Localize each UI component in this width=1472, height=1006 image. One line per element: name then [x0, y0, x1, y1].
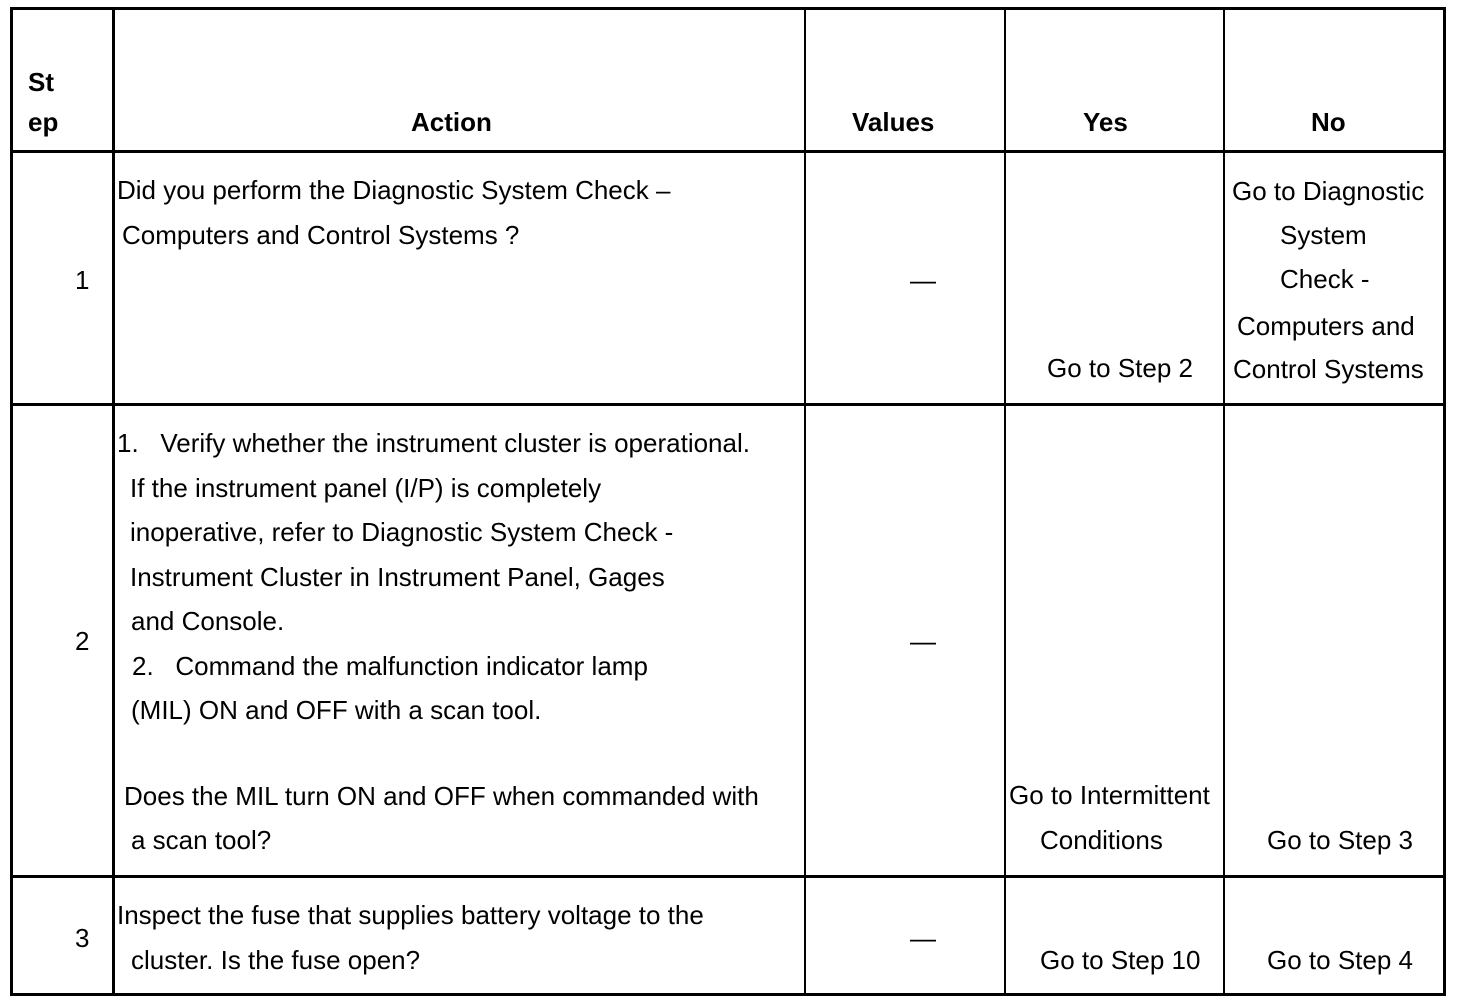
action-text: and Console. [131, 606, 285, 636]
action-text: Computers and Control Systems ? [122, 220, 520, 250]
action-text: Instrument Cluster in Instrument Panel, Gages [130, 562, 665, 592]
action-text: a scan tool? [131, 825, 272, 855]
table-border-left [10, 7, 13, 996]
action-text: inoperative, refer to Diagnostic System Check - [130, 517, 674, 547]
header-action: Action [411, 107, 492, 137]
action-text: If the instrument panel (I/P) is completely [130, 473, 602, 503]
table-border-top [10, 7, 1446, 10]
value-cell: — [910, 626, 936, 656]
yes-outcome: Go to Step 10 [1040, 945, 1201, 975]
header-values: Values [852, 107, 935, 137]
row-divider-2 [10, 875, 1446, 878]
no-outcome: Go to Diagnostic [1232, 176, 1425, 206]
step-number: 3 [75, 923, 90, 953]
action-text: 2. Command the malfunction indicator lamp [132, 651, 648, 681]
no-outcome: Computers and [1237, 311, 1415, 341]
action-text: Does the MIL turn ON and OFF when commanded with [124, 781, 759, 811]
yes-outcome: Go to Step 2 [1047, 353, 1193, 383]
step-number: 2 [75, 626, 90, 656]
action-text: Inspect the fuse that supplies battery voltage to the [117, 900, 704, 930]
action-text: (MIL) ON and OFF with a scan tool. [131, 695, 542, 725]
yes-outcome: Conditions [1040, 825, 1163, 855]
column-divider-yes [1223, 7, 1225, 996]
header-yes: Yes [1083, 107, 1128, 137]
value-cell: — [910, 923, 936, 953]
yes-outcome: Go to Intermittent [1009, 780, 1210, 810]
action-text: 1. Verify whether the instrument cluster is operational. [117, 428, 750, 458]
no-outcome: Check - [1280, 264, 1370, 294]
no-outcome: Go to Step 3 [1267, 825, 1413, 855]
action-text: cluster. Is the fuse open? [131, 945, 421, 975]
header-step-part2: ep [28, 107, 59, 137]
no-outcome: Go to Step 4 [1267, 945, 1413, 975]
no-outcome: Control Systems [1233, 354, 1424, 384]
header-step-part1: St [28, 67, 54, 97]
table-border-bottom [10, 993, 1446, 996]
header-no: No [1311, 107, 1346, 137]
action-text: Did you perform the Diagnostic System Check – [117, 175, 671, 205]
column-divider-values [1004, 7, 1006, 996]
no-outcome: System [1280, 220, 1367, 250]
row-divider-1 [10, 403, 1446, 406]
table-border-right [1443, 7, 1446, 996]
column-divider-step [112, 7, 115, 996]
header-divider [10, 150, 1446, 153]
column-divider-action [804, 7, 806, 996]
value-cell: — [910, 265, 936, 295]
step-number: 1 [75, 265, 90, 295]
